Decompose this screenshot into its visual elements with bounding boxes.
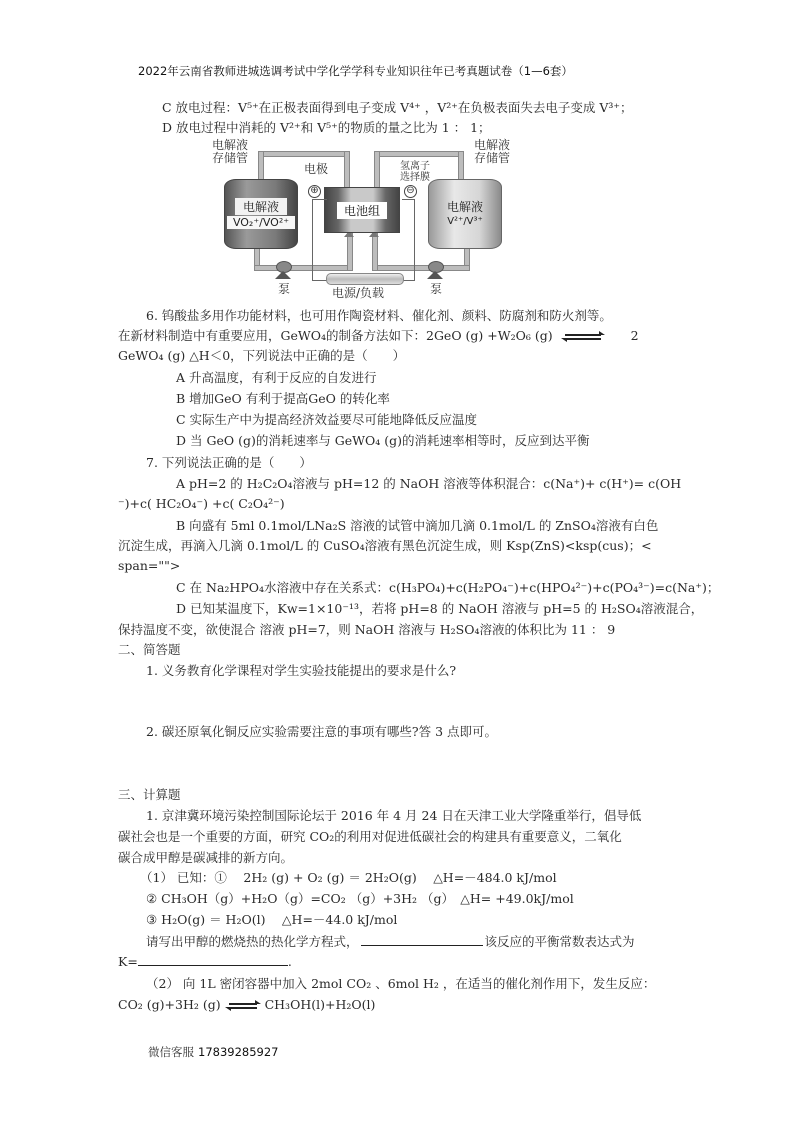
power-load xyxy=(326,273,404,285)
q6-option-b: B 增加GeO 有利于提高GeO 的转化率 xyxy=(176,391,390,406)
combustion-question-text: 请写出甲醇的燃烧热的热化学方程式， xyxy=(146,934,359,949)
footer-contact xyxy=(148,1044,278,1060)
negative-terminal-icon: ⊖ xyxy=(404,185,417,198)
section3-q1-line2: 碳社会也是一个重要的方面，研究 CO₂的利用对促进低碳社会的构建具有重要意义，二氧化 xyxy=(118,829,622,844)
q6-equation-left: 在新材料制造中有重要应用，GeWO₄的制备方法如下：2GeO (g) +W₂O₆ (g) xyxy=(118,328,553,343)
part2-equation xyxy=(118,997,375,1013)
section3-title: 三、计算题 xyxy=(118,787,181,802)
left-tank-species: VO₂⁺/VO²⁺ xyxy=(227,216,295,229)
pipe-right-down xyxy=(374,151,380,191)
footer-phone-number: 17839285927 xyxy=(198,1045,279,1059)
q6-stem-line2 xyxy=(118,328,639,344)
q7-option-d-line1: D 已知某温度下，Kw=1×10⁻¹³，若将 pH=8 的 NaOH 溶液与 pH=5 的 H₂SO₄溶液混合， xyxy=(176,601,704,616)
pipe-top-right xyxy=(374,151,462,157)
q6-stem-line3: GeWO₄ (g) △H＜0，下列说法中正确的是（ ） xyxy=(118,348,406,363)
positive-terminal-icon: ⊕ xyxy=(308,185,321,198)
vanadium-flow-battery-diagram xyxy=(202,137,518,303)
pump-left-label: 泵 xyxy=(278,282,291,296)
q6-option-a: A 升高温度，有利于反应的自发进行 xyxy=(176,370,377,385)
q5-option-c: C 放电过程：V⁵⁺在正极表面得到电子变成 V⁴⁺ ，V²⁺在负极表面失去电子变成 V³⁺； xyxy=(162,100,633,115)
q7-option-a-line1: A pH=2 的 H₂C₂O₄溶液与 pH=12 的 NaOH 溶液等体积混合：c(Na⁺)+ c(H⁺)= c(OH xyxy=(176,476,682,491)
pipe-right-up xyxy=(372,233,378,271)
equilibrium-arrow-icon xyxy=(563,332,603,342)
page-header-title: 2022年云南省教师进城选调考试中学化学学科专业知识往年已考真题试卷（1—6套） xyxy=(138,64,573,78)
left-electrolyte-tank xyxy=(224,179,298,249)
q6-stem-line1: 6. 钨酸盐多用作功能材料，也可用作陶瓷材料、催化剂、颜料、防腐剂和防火剂等。 xyxy=(146,308,612,323)
pipe-left-down xyxy=(344,151,350,191)
load-label: 电源/负载 xyxy=(332,286,385,300)
q5-option-d: D 放电过程中消耗的 V²⁺和 V⁵⁺的物质的量之比为 1 ： 1； xyxy=(162,120,491,135)
equilibrium-constant-text: 该反应的平衡常数表达式为 xyxy=(484,934,635,949)
q6-equation-coef: 2 xyxy=(630,328,639,343)
equilibrium-arrow-icon xyxy=(227,1001,259,1011)
right-storage-caption-line1: 电解液 xyxy=(474,138,511,152)
part2-equation-left: CO₂ (g)+3H₂ (g) xyxy=(118,997,221,1012)
right-tank-species: V²⁺/V³⁺ xyxy=(447,216,483,227)
battery-stack-label: 电池组 xyxy=(337,202,387,219)
pump-left-base-icon xyxy=(275,271,291,279)
part2-line1: （2） 向 1L 密闭容器中加入 2mol CO₂ 、6mol H₂ ，在适当的催化剂作用下，发生反应： xyxy=(146,976,656,991)
wire-positive xyxy=(312,199,327,281)
part2-equation-right: CH₃OH(l)+H₂O(l) xyxy=(264,997,376,1012)
pipe-bottom-left xyxy=(254,265,352,271)
answer-blank-equation[interactable] xyxy=(361,933,483,946)
q7-option-d-line2: 保持温度不变，欲使混合 溶液 pH=7，则 NaOH 溶液与 H₂SO₄溶液的体积比为 11 ： 9 xyxy=(118,622,616,637)
equation-1: （1） 已知：① 2H₂ (g) + O₂ (g) ＝ 2H₂O(g) △H=－484.0 kJ/mol xyxy=(140,870,557,885)
footer-label: 微信客服 xyxy=(148,1045,194,1059)
k-label: K= xyxy=(118,954,138,969)
right-storage-caption-line2: 存储管 xyxy=(474,151,511,165)
q7-option-b-line2: 沉淀生成，再滴入几滴 0.1mol/L 的 CuSO₄溶液有黑色沉淀生成，则 Ksp(ZnS)<ksp(cus)；< xyxy=(118,538,652,553)
membrane-label-line1: 氢离子 xyxy=(400,161,430,172)
q6-option-d: D 当 GeO (g)的消耗速率与 GeWO₄ (g)的消耗速率相等时，反应到达平衡 xyxy=(176,433,590,448)
combustion-question xyxy=(146,933,635,950)
section3-q1-line3: 碳合成甲醇是碳减排的新方向。 xyxy=(118,850,294,865)
right-tank-label: 电解液 xyxy=(446,200,483,214)
section2-title: 二、简答题 xyxy=(118,642,181,657)
pump-right-base-icon xyxy=(427,271,443,279)
left-storage-caption-line2: 存储管 xyxy=(212,151,249,165)
q7-option-b-line1: B 向盛有 5ml 0.1mol/LNa₂S 溶液的试管中滴加几滴 0.1mol/L 的 ZnSO₄溶液有白色 xyxy=(176,518,659,533)
q7-option-b-line3: span=""> xyxy=(118,558,181,573)
left-tank-label: 电解液 xyxy=(235,198,287,215)
answer-blank-k[interactable] xyxy=(138,953,288,966)
pipe-top-left xyxy=(260,151,348,157)
q6-option-c: C 实际生产中为提高经济效益要尽可能地降低反应温度 xyxy=(176,412,478,427)
pipe-bottom-right xyxy=(372,265,470,271)
wire-negative xyxy=(402,199,415,281)
left-storage-caption-line1: 电解液 xyxy=(212,138,249,152)
pipe-left-up xyxy=(347,233,353,271)
k-expression-line xyxy=(118,953,292,970)
q7-option-c: C 在 Na₂HPO₄水溶液中存在关系式：c(H₃PO₄)+c(H₂PO₄⁻)+c(HPO₄²⁻)+c(PO₄³⁻)=c(Na⁺)； xyxy=(176,580,720,595)
electrode-label: 电极 xyxy=(304,162,329,176)
pump-right-label: 泵 xyxy=(430,282,443,296)
q7-option-a-line2: ⁻)+c( HC₂O₄⁻) +c( C₂O₄²⁻) xyxy=(118,496,285,511)
right-electrolyte-tank xyxy=(428,179,502,249)
equation-2: ② CH₃OH（g）+H₂O（g）=CO₂ （g）+3H₂ （g） △H= +49.0kJ/mol xyxy=(146,891,574,906)
q7-stem: 7. 下列说法正确的是（ ） xyxy=(146,455,312,470)
section2-question2: 2. 碳还原氧化铜反应实验需要注意的事项有哪些?答 3 点即可。 xyxy=(146,724,498,739)
section3-q1-line1: 1. 京津冀环境污染控制国际论坛于 2016 年 4 月 24 日在天津工业大学隆重举行，倡导低 xyxy=(146,808,642,823)
battery-stack xyxy=(324,187,400,233)
membrane-label-line2: 选择膜 xyxy=(400,172,430,183)
k-end: . xyxy=(287,954,292,969)
section2-question1: 1. 义务教育化学课程对学生实验技能提出的要求是什么? xyxy=(146,663,457,678)
equation-3: ③ H₂O(g) ＝ H₂O(l) △H=－44.0 kJ/mol xyxy=(146,912,398,927)
